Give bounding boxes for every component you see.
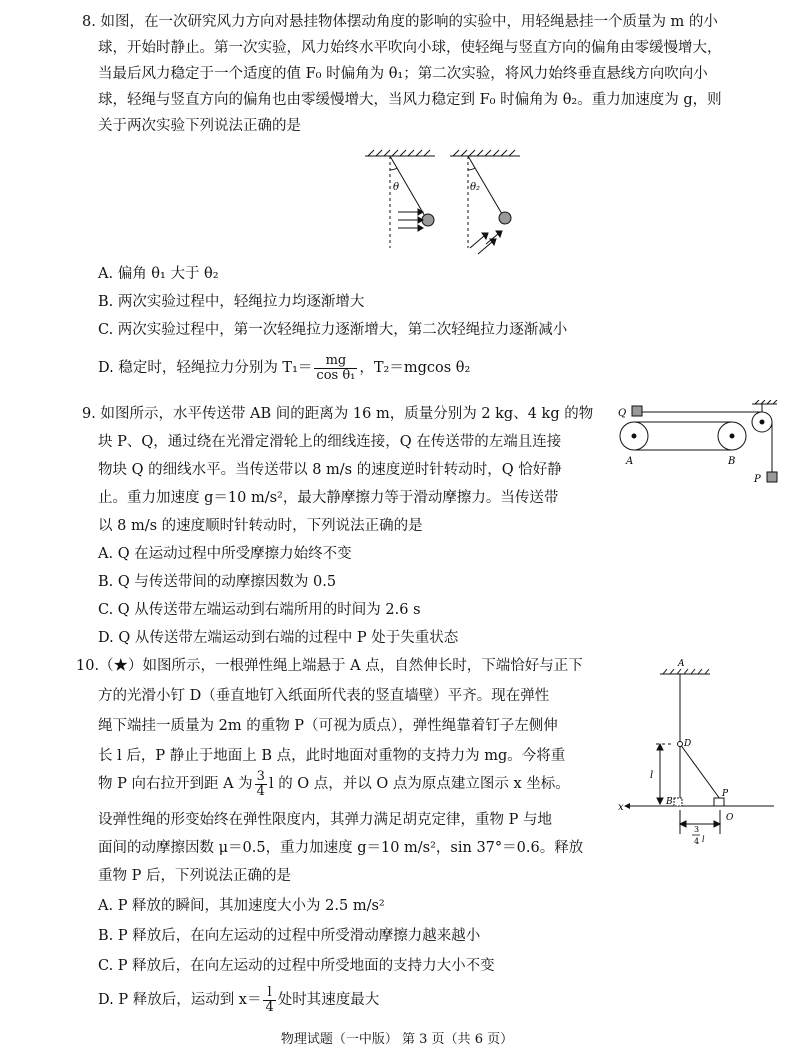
- nail-d: [678, 742, 683, 747]
- q9-line-5: 以 8 m/s 的速度顺时针转动时，下列说法正确的是: [98, 518, 423, 534]
- q9-option-d: D. Q 从传送带左端运动到右端的过程中 P 处于失重状态: [98, 630, 459, 646]
- q10-line-8: 重物 P 后，下列说法正确的是: [98, 868, 291, 884]
- q8-option-d-suffix: ，T₂＝mgcos θ₂: [359, 360, 471, 376]
- fraction-numerator: 3: [694, 825, 700, 834]
- q10-line-3: 绳下端挂一质量为 2m 的重物 P（可视为质点），弹性绳靠着钉子左侧伸: [98, 718, 558, 734]
- q8-figure: [360, 148, 560, 258]
- q10-option-d: [98, 982, 379, 1018]
- q10-option-d-denominator: 4: [265, 999, 274, 1015]
- label-d: D: [684, 739, 692, 749]
- q8-line-1: 8. 如图，在一次研究风力方向对悬挂物体摆动角度的影响的实验中，用轻绳悬挂一个质量为 m 的小: [82, 14, 718, 30]
- q9-line-2: 块 P、Q，通过绕在光滑定滑轮上的细线连接，Q 在传送带的左端且连接: [98, 434, 562, 450]
- q10-option-b: B. P 释放后，在向左运动的过程中所受滑动摩擦力越来越小: [98, 928, 481, 944]
- q10-line-5-numerator: 3: [256, 768, 265, 784]
- block-q: [632, 406, 642, 416]
- q8-line-2: 球，开始时静止。第一次实验，风力始终水平吹向小球，使轻绳与竖直方向的偏角由零缓慢增大，: [98, 40, 722, 56]
- q9-option-c: C. Q 从传送带左端运动到右端所用的时间为 2.6 s: [98, 602, 421, 618]
- q8-option-d-numerator: mg: [314, 354, 357, 369]
- label-l: l: [650, 770, 654, 781]
- q10-option-a: A. P 释放的瞬间，其加速度大小为 2.5 m/s²: [98, 898, 385, 914]
- ceiling-hatch-2: [453, 150, 515, 156]
- q10-line-1: 10.（★）如图所示，一根弹性绳上端悬于 A 点，自然伸长时，下端恰好与正下: [76, 658, 583, 674]
- q8-line-4: 球，轻绳与竖直方向的偏角也由零缓慢增大，当风力稳定到 F₀ 时偏角为 θ₂。重力加速度为 g，则: [98, 92, 722, 108]
- ceiling-hatch-1: [368, 150, 430, 156]
- label-o: O: [726, 813, 734, 823]
- q9-option-a: A. Q 在运动过程中所受摩擦力始终不变: [98, 546, 352, 562]
- block-at-b: [674, 798, 682, 806]
- label-x: x: [618, 802, 624, 813]
- q8-option-b: B. 两次实验过程中，轻绳拉力均逐渐增大: [98, 294, 365, 310]
- q8-option-c: C. 两次实验过程中，第一次轻绳拉力逐渐增大，第二次轻绳拉力逐渐减小: [98, 322, 568, 338]
- q10-line-2: 方的光滑小钉 D（垂直地钉入纸面所代表的竖直墙壁）平齐。现在弹性: [98, 688, 550, 704]
- q10-option-d-fraction: [263, 986, 275, 1015]
- q9-figure: [612, 400, 790, 490]
- q10-figure: [616, 654, 782, 850]
- theta1-label: θ: [393, 182, 400, 193]
- q10-option-d-suffix: 处时其速度最大: [277, 992, 380, 1008]
- label-b: B: [666, 797, 673, 807]
- q10-line-5-denominator: 4: [256, 783, 265, 799]
- q8-option-d: [98, 352, 470, 384]
- q8-option-d-fraction: [314, 354, 357, 383]
- q10-line-7: 面间的动摩擦因数 μ＝0.5，重力加速度 g＝10 m/s²，sin 37°＝0.6。释放: [98, 840, 584, 856]
- x-axis-arrow: [624, 803, 630, 809]
- label-b: B: [728, 456, 736, 467]
- q10-line-4: 长 l 后，P 静止于地面上 B 点，此时地面对重物的支持力为 mg。今将重: [98, 748, 566, 764]
- label-a: A: [626, 456, 634, 467]
- q10-line-6: 设弹性绳的形变始终在弹性限度内，其弹力满足胡克定律，重物 P 与地: [98, 812, 552, 828]
- q10-line-5-prefix: 物 P 向右拉开到距 A 为: [98, 776, 253, 792]
- label-p: P: [754, 474, 761, 485]
- wind-arrows-horizontal: [398, 209, 423, 231]
- q8-option-d-prefix: D. 稳定时，轻绳拉力分别为 T₁＝: [98, 360, 313, 376]
- q9-line-3: 物块 Q 的细线水平。当传送带以 8 m/s 的速度逆时针转动时，Q 恰好静: [98, 462, 562, 478]
- theta2-label: θ₂: [470, 182, 481, 193]
- q9-line-1: 9. 如图所示，水平传送带 AB 间的距离为 16 m，质量分别为 2 kg、4 kg 的物: [82, 406, 594, 422]
- fraction-denominator: 4: [694, 837, 700, 846]
- q10-line-5-suffix: l 的 O 点，并以 O 点为原点建立图示 x 坐标。: [268, 776, 570, 792]
- ball-2: [499, 212, 511, 224]
- q8-option-a: A. 偏角 θ₁ 大于 θ₂: [98, 266, 219, 282]
- q10-option-d-numerator: l: [263, 986, 275, 1001]
- q9-line-4: 止。重力加速度 g＝10 m/s²，最大静摩擦力等于滑动摩擦力。当传送带: [98, 490, 559, 506]
- q9-option-b: B. Q 与传送带间的动摩擦因数为 0.5: [98, 574, 337, 590]
- label-p: P: [722, 789, 729, 799]
- q10-option-d-prefix: D. P 释放后，运动到 x＝: [98, 992, 262, 1008]
- q8-option-d-denominator: cos θ₁: [316, 367, 356, 383]
- q8-line-3: 当最后风力稳定于一个适度的值 F₀ 时偏角为 θ₁；第二次实验，将风力始终垂直悬线方向吹向小: [98, 66, 708, 82]
- page-footer: 物理试题（一中版） 第 3 页（共 6 页）: [280, 1032, 514, 1047]
- q8-line-5: 关于两次实验下列说法正确的是: [98, 118, 301, 134]
- q10-line-5: [98, 766, 570, 802]
- block-p: [714, 798, 724, 806]
- wind-arrows-diagonal: [470, 231, 502, 254]
- q10-option-c: C. P 释放后，在向左运动的过程中所受地面的支持力大小不变: [98, 958, 495, 974]
- label-a: A: [678, 659, 685, 669]
- label-q: Q: [618, 408, 627, 419]
- fraction-l: l: [702, 835, 705, 844]
- q10-line-5-fraction: [255, 770, 267, 799]
- block-p: [767, 472, 777, 482]
